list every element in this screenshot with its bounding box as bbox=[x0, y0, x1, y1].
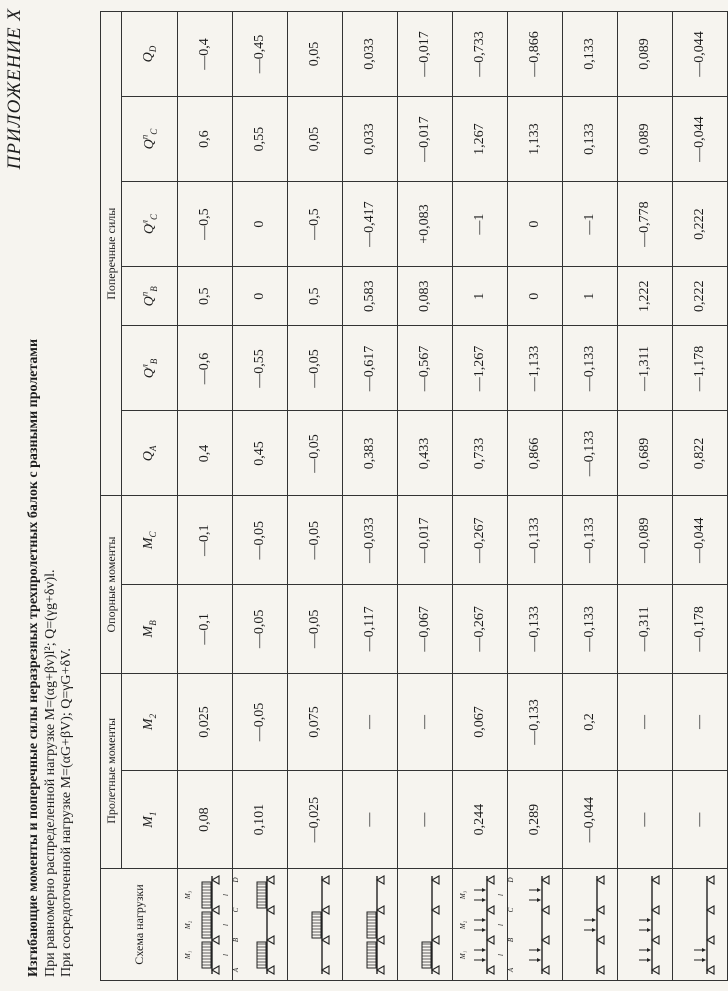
cell-m1: 0,289 bbox=[508, 771, 563, 869]
cell-qb-left: —1,178 bbox=[673, 326, 728, 411]
table-row bbox=[233, 12, 288, 981]
header-qa: $Q_A$ bbox=[122, 411, 178, 496]
load-scheme-diagram bbox=[565, 873, 615, 977]
table-row bbox=[288, 12, 343, 981]
cell-qc-left: +0,083 bbox=[398, 182, 453, 267]
load-scheme-cell bbox=[343, 869, 398, 981]
cell-mb: —0,311 bbox=[618, 585, 673, 674]
table-heading bbox=[26, 77, 76, 977]
cell-qb-right: 0,5 bbox=[288, 267, 343, 326]
cell-m1: 0,08 bbox=[178, 771, 233, 869]
cell-m1: — bbox=[673, 771, 728, 869]
cell-mc: —0,017 bbox=[398, 496, 453, 585]
cell-qc-left: —0,778 bbox=[618, 182, 673, 267]
cell-qa: 0,822 bbox=[673, 411, 728, 496]
load-scheme-cell bbox=[508, 869, 563, 981]
cell-mc: —0,044 bbox=[673, 496, 728, 585]
scheme-label-m1: M₁ bbox=[459, 951, 467, 960]
header-qc-left: $Q^л_C$ bbox=[122, 182, 178, 267]
cell-qc-right: 0,55 bbox=[233, 97, 288, 182]
cell-m1: — bbox=[343, 771, 398, 869]
load-scheme-cell bbox=[618, 869, 673, 981]
cell-qd: —0,45 bbox=[233, 12, 288, 97]
cell-qd: 0,033 bbox=[343, 12, 398, 97]
header-mc: $M_C$ bbox=[122, 496, 178, 585]
scheme-label-support-c: C bbox=[507, 908, 515, 913]
scheme-label-span-length: l bbox=[222, 924, 230, 927]
concentrated-load-formula: При сосредоточенной нагрузке M=(αG+βV); Q=γG+δV. bbox=[59, 648, 74, 977]
cell-qd: —0,4 bbox=[178, 12, 233, 97]
cell-qd: 0,05 bbox=[288, 12, 343, 97]
scheme-label-support-d: D bbox=[507, 877, 515, 884]
scheme-label-m2: M₂ bbox=[184, 921, 192, 930]
scheme-label-m3: M₃ bbox=[184, 891, 192, 900]
load-scheme-cell bbox=[673, 869, 728, 981]
appendix-label: ПРИЛОЖЕНИЕ Х bbox=[4, 8, 25, 170]
cell-m2: — bbox=[673, 673, 728, 771]
load-scheme-diagram bbox=[345, 873, 395, 977]
cell-mb: —0,178 bbox=[673, 585, 728, 674]
cell-qb-left: —0,617 bbox=[343, 326, 398, 411]
cell-mb: —0,133 bbox=[508, 585, 563, 674]
cell-m2: —0,05 bbox=[233, 673, 288, 771]
load-scheme-cell bbox=[398, 869, 453, 981]
cell-qb-right: 1 bbox=[453, 267, 508, 326]
scheme-label-support-b: B bbox=[507, 938, 515, 943]
cell-mc: —0,267 bbox=[453, 496, 508, 585]
cell-qc-left: 0 bbox=[508, 182, 563, 267]
table-row bbox=[453, 12, 508, 981]
scheme-label-support-b: B bbox=[232, 938, 240, 943]
cell-qb-right: 0,083 bbox=[398, 267, 453, 326]
scheme-label-m1: M₁ bbox=[184, 951, 192, 960]
cell-qb-left: —0,05 bbox=[288, 326, 343, 411]
cell-qb-left: —1,133 bbox=[508, 326, 563, 411]
load-scheme-diagram bbox=[290, 873, 340, 977]
cell-qc-right: 0,6 bbox=[178, 97, 233, 182]
coefficients-table bbox=[100, 11, 728, 981]
cell-m2: —0,133 bbox=[508, 673, 563, 771]
cell-mb: —0,133 bbox=[563, 585, 618, 674]
cell-qc-left: 0 bbox=[233, 182, 288, 267]
cell-qa: 0,733 bbox=[453, 411, 508, 496]
distributed-load-formula: При равномерно распределенной нагрузке M=(αg+βv)l²; Q=(γg+δv)l. bbox=[42, 569, 58, 977]
cell-qc-right: 0,05 bbox=[288, 97, 343, 182]
header-mb: $M_B$ bbox=[122, 585, 178, 674]
cell-qb-left: —0,6 bbox=[178, 326, 233, 411]
scheme-label-m3: M₃ bbox=[459, 891, 467, 900]
cell-qc-left: —1 bbox=[453, 182, 508, 267]
cell-m2: — bbox=[618, 673, 673, 771]
cell-mc: —0,05 bbox=[233, 496, 288, 585]
cell-qc-left: —0,5 bbox=[178, 182, 233, 267]
cell-qb-right: 0 bbox=[233, 267, 288, 326]
load-scheme-diagram bbox=[675, 873, 725, 977]
scheme-label-span-length: l bbox=[222, 954, 230, 957]
header-shear-forces: Поперечные силы bbox=[101, 12, 122, 496]
scheme-label-support-d: D bbox=[232, 877, 240, 884]
cell-m2: 0,075 bbox=[288, 673, 343, 771]
cell-mc: —0,133 bbox=[508, 496, 563, 585]
table-title: Изгибающие моменты и поперечные силы неразрезных трехпролетных балок с разными пролетами bbox=[26, 338, 41, 977]
table-row bbox=[508, 12, 563, 981]
scheme-label-span-length: l bbox=[497, 954, 505, 957]
cell-qc-left: —1 bbox=[563, 182, 618, 267]
cell-qd: 0,089 bbox=[618, 12, 673, 97]
cell-qb-right: 0,583 bbox=[343, 267, 398, 326]
scheme-label-m2: M₂ bbox=[459, 921, 467, 930]
cell-qb-left: —0,55 bbox=[233, 326, 288, 411]
header-scheme: Схема нагрузки bbox=[101, 869, 178, 981]
cell-mc: —0,089 bbox=[618, 496, 673, 585]
cell-qa: 0,866 bbox=[508, 411, 563, 496]
header-qc-right: $Q^п_C$ bbox=[122, 97, 178, 182]
table-row bbox=[398, 12, 453, 981]
cell-qb-right: 0,5 bbox=[178, 267, 233, 326]
cell-qb-right: 0,222 bbox=[673, 267, 728, 326]
cell-m1: — bbox=[618, 771, 673, 869]
load-scheme-diagram bbox=[180, 873, 240, 977]
cell-qc-right: 0,133 bbox=[563, 97, 618, 182]
table-row bbox=[563, 12, 618, 981]
cell-mb: —0,117 bbox=[343, 585, 398, 674]
scheme-label-span-length: l bbox=[222, 894, 230, 897]
table-body bbox=[178, 12, 728, 981]
cell-mb: —0,05 bbox=[288, 585, 343, 674]
cell-qc-left: —0,417 bbox=[343, 182, 398, 267]
cell-m2: 0,067 bbox=[453, 673, 508, 771]
cell-m2: — bbox=[398, 673, 453, 771]
cell-qa: —0,05 bbox=[288, 411, 343, 496]
cell-qb-right: 1 bbox=[563, 267, 618, 326]
cell-mc: —0,133 bbox=[563, 496, 618, 585]
load-scheme-diagram bbox=[510, 873, 560, 977]
load-scheme-cell bbox=[288, 869, 343, 981]
cell-qc-right: —0,017 bbox=[398, 97, 453, 182]
load-scheme-cell bbox=[453, 869, 515, 981]
header-span-moments: Пролетные моменты bbox=[101, 673, 122, 868]
header-m1: $M_1$ bbox=[122, 771, 178, 869]
header-m2: $M_2$ bbox=[122, 673, 178, 771]
load-scheme-diagram bbox=[235, 873, 285, 977]
cell-qb-left: —0,133 bbox=[563, 326, 618, 411]
cell-qc-right: —0,044 bbox=[673, 97, 728, 182]
table-row bbox=[618, 12, 673, 981]
cell-mc: —0,033 bbox=[343, 496, 398, 585]
cell-m1: 0,244 bbox=[453, 771, 508, 869]
cell-qb-left: —1,267 bbox=[453, 326, 508, 411]
cell-qb-left: —0,567 bbox=[398, 326, 453, 411]
load-scheme-cell bbox=[563, 869, 618, 981]
cell-qd: —0,866 bbox=[508, 12, 563, 97]
scheme-label-support-a: A bbox=[232, 968, 240, 973]
table-row bbox=[673, 12, 728, 981]
cell-qd: 0,133 bbox=[563, 12, 618, 97]
cell-m1: —0,025 bbox=[288, 771, 343, 869]
scheme-label-support-c: C bbox=[232, 908, 240, 913]
cell-m1: — bbox=[398, 771, 453, 869]
cell-qd: —0,044 bbox=[673, 12, 728, 97]
cell-qa: 0,45 bbox=[233, 411, 288, 496]
cell-qd: —0,017 bbox=[398, 12, 453, 97]
cell-mb: —0,267 bbox=[453, 585, 508, 674]
cell-qb-left: —1,311 bbox=[618, 326, 673, 411]
cell-mb: —0,1 bbox=[178, 585, 233, 674]
load-scheme-diagram bbox=[400, 873, 450, 977]
cell-qd: —0,733 bbox=[453, 12, 508, 97]
cell-qa: 0,433 bbox=[398, 411, 453, 496]
cell-m2: — bbox=[343, 673, 398, 771]
cell-m1: —0,044 bbox=[563, 771, 618, 869]
cell-qa: 0,383 bbox=[343, 411, 398, 496]
cell-qc-right: 1,267 bbox=[453, 97, 508, 182]
scheme-label-support-a: A bbox=[507, 968, 515, 973]
cell-m1: 0,101 bbox=[233, 771, 288, 869]
cell-qa: 0,689 bbox=[618, 411, 673, 496]
cell-qc-right: 0,089 bbox=[618, 97, 673, 182]
header-qb-right: $Q^п_B$ bbox=[122, 267, 178, 326]
cell-m2: 0,2 bbox=[563, 673, 618, 771]
cell-mc: —0,1 bbox=[178, 496, 233, 585]
cell-mc: —0,05 bbox=[288, 496, 343, 585]
load-scheme-diagram bbox=[455, 873, 515, 977]
cell-mb: —0,05 bbox=[233, 585, 288, 674]
cell-qc-left: 0,222 bbox=[673, 182, 728, 267]
scheme-label-span-length: l bbox=[497, 894, 505, 897]
cell-qa: —0,133 bbox=[563, 411, 618, 496]
cell-qc-left: —0,5 bbox=[288, 182, 343, 267]
cell-mb: —0,067 bbox=[398, 585, 453, 674]
cell-qc-right: 0,033 bbox=[343, 97, 398, 182]
table-row bbox=[178, 12, 233, 981]
header-qd: $Q_D$ bbox=[122, 12, 178, 97]
cell-qb-right: 0 bbox=[508, 267, 563, 326]
load-scheme-cell bbox=[233, 869, 288, 981]
cell-m2: 0,025 bbox=[178, 673, 233, 771]
scheme-label-span-length: l bbox=[497, 924, 505, 927]
header-qb-left: $Q^л_B$ bbox=[122, 326, 178, 411]
header-support-moments: Опорные моменты bbox=[101, 496, 122, 673]
cell-qa: 0,4 bbox=[178, 411, 233, 496]
table-row bbox=[343, 12, 398, 981]
cell-qb-right: 1,222 bbox=[618, 267, 673, 326]
cell-qc-right: 1,133 bbox=[508, 97, 563, 182]
load-scheme-diagram bbox=[620, 873, 670, 977]
load-scheme-cell bbox=[178, 869, 240, 981]
